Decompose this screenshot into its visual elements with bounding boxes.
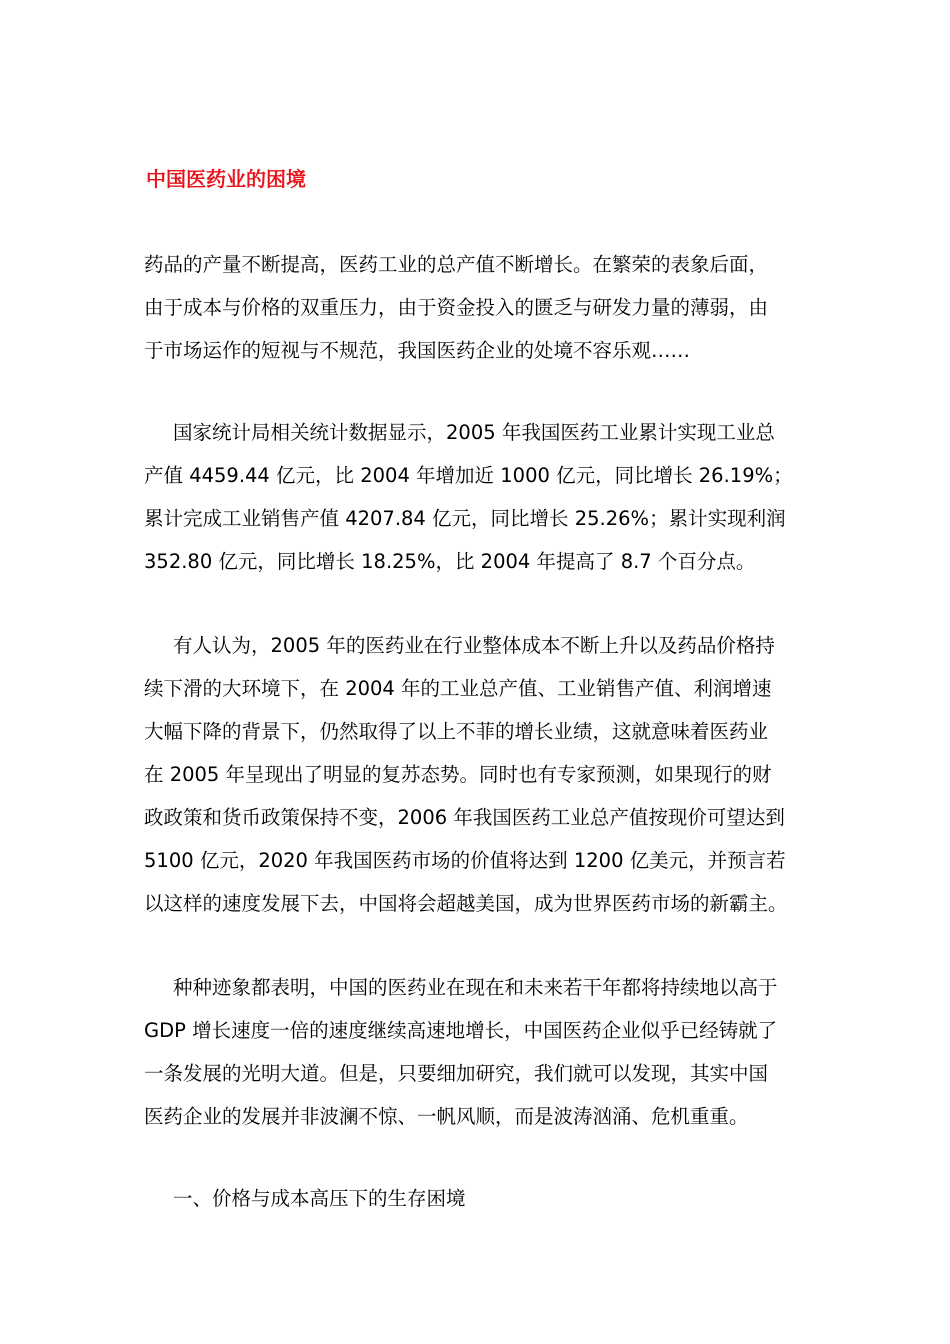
paragraph-line: 大幅下降的背景下，仍然取得了以上不菲的增长业绩，这就意味着医药业 [144, 720, 769, 743]
paragraph-line: 以这样的速度发展下去，中国将会超越美国，成为世界医药市场的新霸主。 [144, 892, 788, 915]
paragraph-line: 由于成本与价格的双重压力，由于资金投入的匮乏与研发力量的薄弱，由 [144, 296, 769, 319]
paragraph-line: 医药企业的发展并非波澜不惊、一帆风顺，而是波涛汹涌、危机重重。 [144, 1105, 749, 1128]
paragraph-line: 政政策和货币政策保持不变，2006 年我国医药工业总产值按现价可望达到 [144, 806, 785, 829]
paragraph-statistics [144, 411, 884, 583]
paragraph-opinion [144, 624, 884, 925]
section-heading-1 [144, 1177, 884, 1220]
document-title: 中国医药业的困境 [146, 167, 306, 191]
paragraph-line: 产值 4459.44 亿元，比 2004 年增加近 1000 亿元，同比增长 26.19%； [144, 464, 793, 487]
paragraph-line: 5100 亿元，2020 年我国医药市场的价值将达到 1200 亿美元，并预言若 [144, 849, 786, 872]
paragraph-line: GDP 增长速度一倍的速度继续高速地增长，中国医药企业似乎已经铸就了 [144, 1019, 778, 1042]
paragraph-line: 国家统计局相关统计数据显示，2005 年我国医药工业累计实现工业总 [173, 421, 775, 444]
paragraph-line: 累计完成工业销售产值 4207.84 亿元，同比增长 25.26%；累计实现利润 [144, 507, 786, 530]
paragraph-line: 药品的产量不断提高，医药工业的总产值不断增长。在繁荣的表象后面， [144, 253, 769, 276]
paragraph-line: 于市场运作的短视与不规范，我国医药企业的处境不容乐观…… [144, 339, 691, 362]
paragraph-line: 在 2005 年呈现出了明显的复苏态势。同时也有专家预测，如果现行的财 [144, 763, 772, 786]
paragraph-line: 352.80 亿元，同比增长 18.25%，比 2004 年提高了 8.7 个百分点。 [144, 550, 756, 573]
section-heading-text: 一、价格与成本高压下的生存困境 [173, 1187, 466, 1210]
paragraph-signs [144, 966, 884, 1138]
paragraph-line: 续下滑的大环境下，在 2004 年的工业总产值、工业销售产值、利润增速 [144, 677, 772, 700]
paragraph-intro [144, 243, 884, 372]
paragraph-line: 种种迹象都表明，中国的医药业在现在和未来若干年都将持续地以高于 [173, 976, 778, 999]
paragraph-line: 一条发展的光明大道。但是，只要细加研究，我们就可以发现，其实中国 [144, 1062, 769, 1085]
paragraph-line: 有人认为，2005 年的医药业在行业整体成本不断上升以及药品价格持 [173, 634, 775, 657]
